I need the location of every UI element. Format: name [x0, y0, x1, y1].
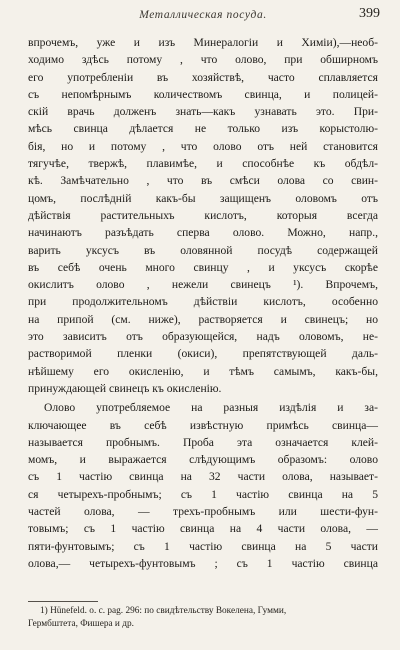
text-line: на припой (см. ниже), растворяется и свинецъ; но: [28, 312, 378, 326]
text-line: растворимой пленки (окиси), препятствующей даль-: [28, 347, 378, 361]
text-line: дѣйствія растительныхъ кислотъ, которыя всегда: [28, 208, 378, 222]
footnote-line: 1) Hünefeld. o. c. pag. 296: по свидѣтельству Вокелена, Гумми,: [40, 606, 287, 616]
text-line: частей олова, — трехъ-пробнымъ или шести-фун-: [28, 505, 378, 519]
page-header: [22, 6, 384, 28]
text-line: его употребленіи въ хозяйствѣ, часто сплавляется: [28, 70, 378, 84]
text-line: называется пробнымъ. Проба эта означается клей-: [28, 435, 378, 449]
footnote-divider: [28, 601, 98, 602]
text-line: товымъ; съ 1 частію свинца на 4 части олова, —: [28, 522, 378, 536]
text-line: при продолжительномъ дѣйствіи кислотъ, особенно: [28, 295, 378, 309]
text-line: окислитъ олово , нежели свинецъ ¹). Впрочемъ,: [28, 278, 378, 292]
text-line: начинаютъ разъѣдать сперва олово. Можно, напр.,: [28, 226, 378, 240]
footnote: [28, 605, 378, 631]
text-line: нѣйшему его окисленію, и тѣмъ самымъ, какъ-бы,: [28, 364, 378, 378]
text-line: съ 1 частію свинца на 32 части олова, называет-: [28, 470, 378, 484]
text-line: кѣ. Замѣчательно , что въ смѣси олова со свин-: [28, 174, 378, 188]
text-line: Олово употребляемое на разныя издѣлія и за-: [44, 401, 378, 415]
text-line: съ непомѣрнымъ количествомъ свинца, и полицей-: [28, 87, 378, 101]
text-line: момъ, и выражается слѣдующимъ образомъ: олово: [28, 453, 378, 467]
page-number: 399: [359, 6, 380, 21]
footnote-line: Гермбштета, Фишера и др.: [28, 619, 134, 629]
text-line: ходимо здѣсь потому , что олово, при обширномъ: [28, 53, 378, 67]
text-line: принуждающей свинецъ къ окисленію.: [28, 381, 222, 395]
text-line: тягучѣе, твержѣ, плавимѣе, и способнѣе къ обдѣл-: [28, 157, 378, 171]
text-line: бія, но и потому , что олово отъ ней становится: [28, 139, 378, 153]
text-line: олова,— четырехъ-фунтовымъ ; съ 1 частію свинца: [28, 556, 378, 570]
text-line: варить уксусъ въ оловянной посудѣ содержащей: [28, 243, 378, 257]
text-line: въ себѣ очень много свинцу , и уксусъ скорѣе: [28, 260, 378, 274]
body-text: [28, 34, 378, 572]
text-line: мѣсь свинца дѣлается не только изъ корыстолю-: [28, 122, 378, 136]
text-line: цомъ, послѣдній какъ-бы защищенъ оловомъ отъ: [28, 191, 378, 205]
text-line: впрочемъ, уже и изъ Минералогіи и Химіи),—необ-: [28, 36, 378, 49]
text-line: это зависитъ отъ образующейся, надъ оловомъ, не-: [28, 330, 378, 344]
text-line: скій врачь долженъ знать—какъ узнавать это. При-: [28, 105, 378, 119]
paragraph: [28, 399, 378, 572]
running-title: Металлическая посуда.: [139, 9, 267, 21]
text-line: ключающее въ себѣ извѣстную примѣсь свинца—: [28, 418, 378, 432]
paragraph: [28, 34, 378, 397]
text-line: ся четырехъ-пробнымъ; съ 1 частію свинца на 5: [28, 487, 378, 501]
text-line: пяти-фунтовымъ; съ 1 частію свинца на 5 части: [28, 539, 378, 553]
